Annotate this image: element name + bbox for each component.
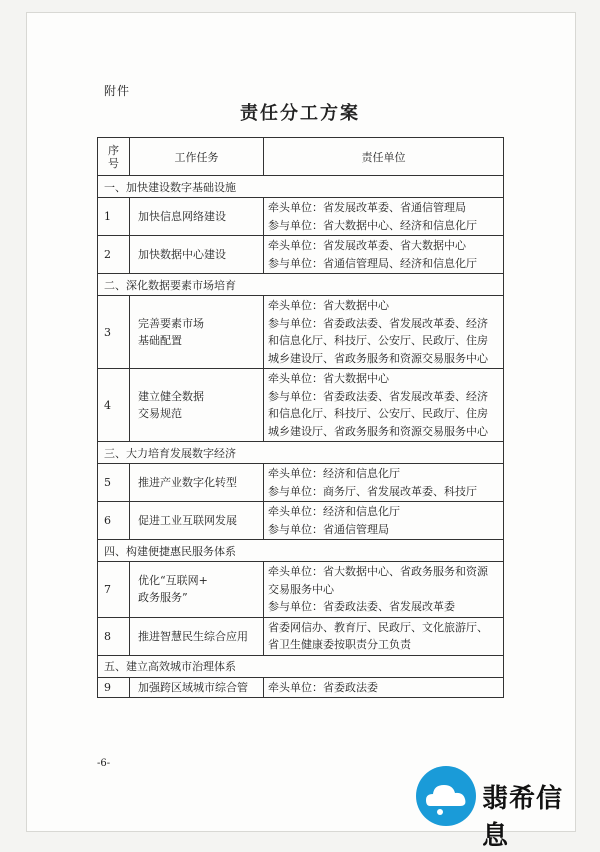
unit-line: 参与单位：省大数据中心、经济和信息化厅 — [268, 218, 477, 232]
row-responsible-units — [264, 369, 504, 442]
task-line: 政务服务” — [138, 591, 188, 605]
task-line: 优化“互联网+ — [138, 574, 208, 588]
task-line: 加快信息网络建设 — [138, 210, 226, 223]
unit-line: 牵头单位：经济和信息化厅 — [268, 467, 400, 480]
unit-line: 省委网信办、教育厅、民政厅、文化旅游厅、 — [268, 620, 488, 634]
row-responsible-units — [264, 236, 504, 274]
row-task — [130, 369, 264, 442]
unit-line: 交易服务中心 — [268, 582, 334, 596]
row-task — [130, 236, 264, 274]
unit-line: 牵头单位：省大数据中心 — [268, 299, 389, 312]
unit-line: 参与单位：省通信管理局 — [268, 522, 389, 536]
row-task — [130, 562, 264, 618]
table-row — [98, 562, 504, 618]
cloud-logo-icon — [416, 766, 476, 826]
header-no-text — [102, 144, 125, 170]
task-line: 加强跨区域城市综合管 — [138, 680, 248, 694]
table-row — [98, 464, 504, 502]
unit-line: 牵头单位：省大数据中心、省政务服务和资源 — [268, 565, 488, 578]
header-no — [98, 138, 130, 176]
unit-line: 牵头单位：经济和信息化厅 — [268, 505, 400, 518]
section-title: 二、深化数据要素市场培育 — [98, 274, 504, 296]
row-responsible-units — [264, 198, 504, 236]
unit-line: 牵头单位：省大数据中心 — [268, 372, 389, 385]
task-line: 完善要素市场 — [138, 317, 204, 330]
section-title: 四、构建便捷惠民服务体系 — [98, 540, 504, 562]
header-task: 工作任务 — [130, 138, 264, 176]
watermark-brand-text: 翡希信息 — [482, 784, 564, 851]
row-responsible-units — [264, 296, 504, 369]
table-row — [98, 677, 504, 698]
unit-line: 牵头单位：省发展改革委、省大数据中心 — [268, 239, 466, 252]
unit-line: 参与单位：省委政法委、省发展改革委 — [268, 600, 455, 613]
unit-line: 省卫生健康委按职责分工负责 — [268, 638, 411, 651]
section-title: 五、建立高效城市治理体系 — [98, 655, 504, 677]
section-title: 三、大力培育发展数字经济 — [98, 442, 504, 464]
task-line: 加快数据中心建设 — [138, 248, 226, 261]
row-number: 3 — [98, 296, 130, 369]
row-task — [130, 464, 264, 502]
table-row — [98, 198, 504, 236]
header-no-char: 号 — [108, 156, 119, 170]
unit-line: 参与单位：省通信管理局、经济和信息化厅 — [268, 256, 477, 270]
row-responsible-units — [264, 502, 504, 540]
unit-line: 和信息化厅、科技厅、公安厅、民政厅、住房 — [268, 334, 488, 347]
section-row — [98, 274, 504, 296]
unit-line: 牵头单位：省委政法委 — [268, 680, 378, 694]
unit-line: 参与单位：省委政法委、省发展改革委、经济 — [268, 389, 488, 403]
row-number: 6 — [98, 502, 130, 540]
row-task — [130, 198, 264, 236]
section-row — [98, 176, 504, 198]
row-number: 8 — [98, 617, 130, 655]
section-row — [98, 442, 504, 464]
table-header-row — [98, 138, 504, 176]
unit-line: 参与单位：省委政法委、省发展改革委、经济 — [268, 316, 488, 330]
table-row — [98, 369, 504, 442]
row-number: 5 — [98, 464, 130, 502]
task-line: 推进智慧民生综合应用 — [138, 629, 248, 643]
header-no-char: 序 — [108, 143, 119, 157]
unit-line: 和信息化厅、科技厅、公安厅、民政厅、住房 — [268, 407, 488, 420]
row-task — [130, 677, 264, 698]
responsibility-table — [97, 137, 504, 698]
task-line: 基础配置 — [138, 334, 182, 347]
unit-line: 城乡建设厅、省政务服务和资源交易服务中心 — [268, 351, 488, 365]
table-row — [98, 617, 504, 655]
row-responsible-units — [264, 677, 504, 698]
row-task — [130, 617, 264, 655]
header-unit: 责任单位 — [264, 138, 504, 176]
row-task — [130, 296, 264, 369]
section-title: 一、加快建设数字基础设施 — [98, 176, 504, 198]
row-number: 9 — [98, 677, 130, 698]
row-number: 4 — [98, 369, 130, 442]
task-line: 推进产业数字化转型 — [138, 476, 237, 489]
watermark-logo — [416, 766, 582, 851]
page-number: -6- — [97, 758, 111, 769]
section-row — [98, 655, 504, 677]
row-task — [130, 502, 264, 540]
document-title: 责任分工方案 — [240, 103, 360, 124]
unit-line: 参与单位：商务厅、省发展改革委、科技厅 — [268, 484, 477, 498]
task-line: 交易规范 — [138, 407, 182, 420]
row-responsible-units — [264, 464, 504, 502]
unit-line: 牵头单位：省发展改革委、省通信管理局 — [268, 201, 466, 214]
task-line: 促进工业互联网发展 — [138, 514, 237, 527]
unit-line: 城乡建设厅、省政务服务和资源交易服务中心 — [268, 424, 488, 438]
attachment-label: 附件 — [104, 84, 131, 98]
table-row — [98, 236, 504, 274]
row-responsible-units — [264, 617, 504, 655]
row-number: 7 — [98, 562, 130, 618]
task-line: 建立健全数据 — [138, 390, 204, 403]
table-row — [98, 296, 504, 369]
row-number: 2 — [98, 236, 130, 274]
table-row — [98, 502, 504, 540]
row-number: 1 — [98, 198, 130, 236]
section-row — [98, 540, 504, 562]
row-responsible-units — [264, 562, 504, 618]
